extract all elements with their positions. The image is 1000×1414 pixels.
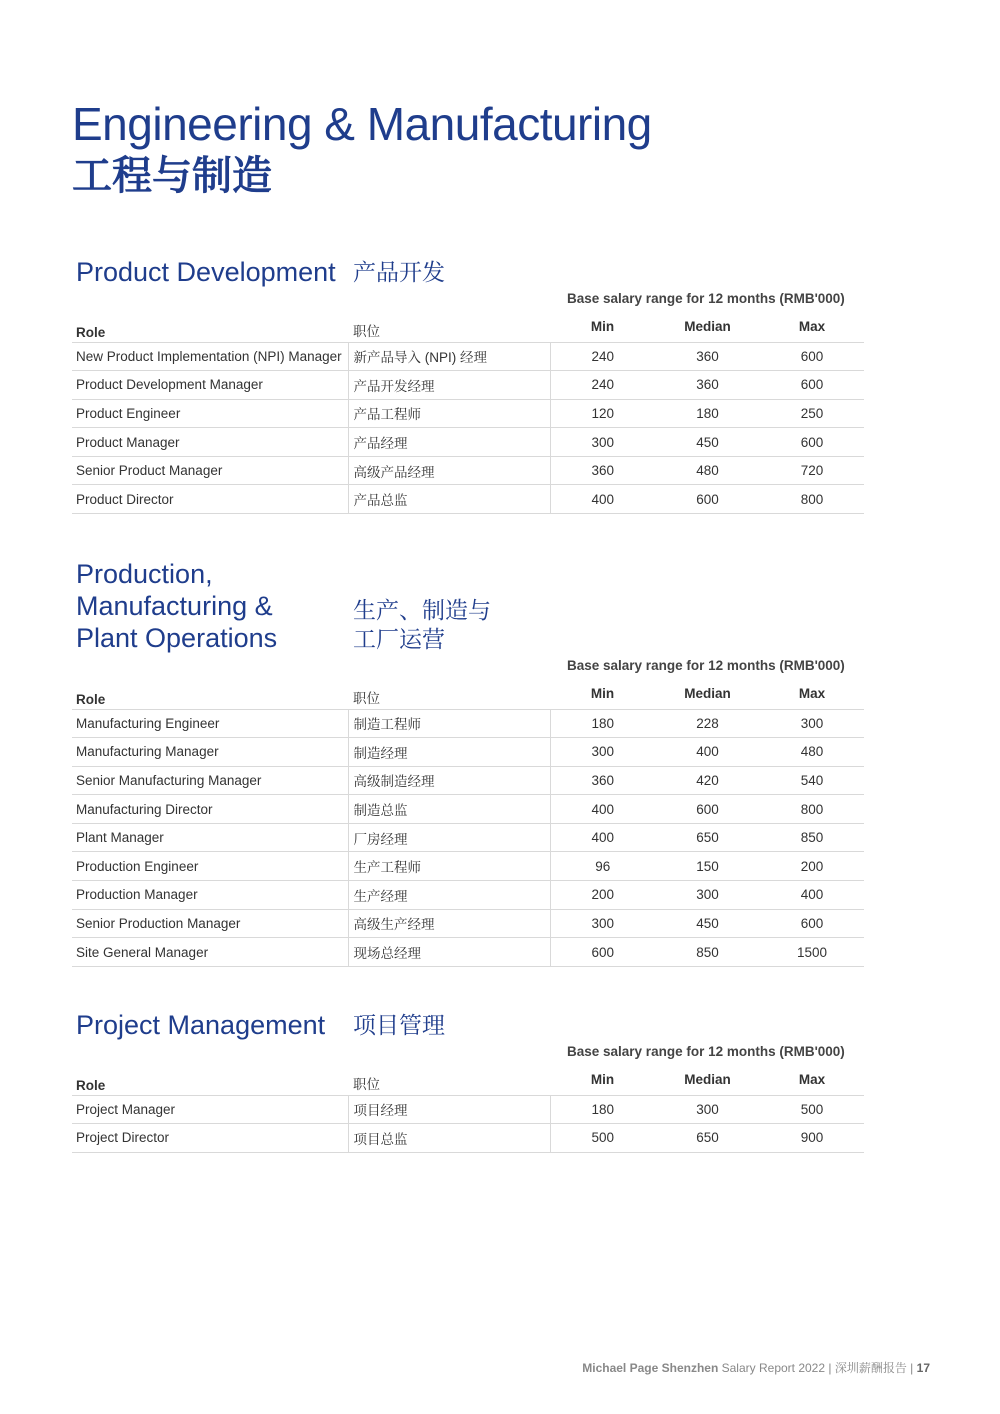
role-cn-cell: 制造总监 bbox=[348, 795, 550, 824]
max-cell: 600 bbox=[760, 428, 864, 457]
median-cell: 228 bbox=[655, 709, 760, 738]
median-cell: 480 bbox=[655, 456, 760, 485]
table-row bbox=[72, 738, 864, 767]
min-header: Min bbox=[590, 319, 615, 335]
max-cell: 1500 bbox=[760, 938, 864, 967]
min-cell: 180 bbox=[550, 709, 655, 738]
role-cell: Senior Manufacturing Manager bbox=[72, 766, 348, 795]
max-cell: 800 bbox=[760, 485, 864, 514]
role-cell: Product Engineer bbox=[72, 399, 348, 428]
role-cn-cell: 制造经理 bbox=[348, 738, 550, 767]
role-header: Role bbox=[76, 691, 106, 707]
table-row bbox=[72, 881, 864, 910]
min-cell: 300 bbox=[550, 428, 655, 457]
min-cell: 240 bbox=[550, 371, 655, 400]
role-cell: Project Manager bbox=[72, 1095, 348, 1124]
role-cn-cell: 产品开发经理 bbox=[348, 371, 550, 400]
max-cell: 900 bbox=[760, 1124, 864, 1153]
median-cell: 600 bbox=[655, 485, 760, 514]
table-row bbox=[72, 342, 864, 371]
max-cell: 540 bbox=[760, 766, 864, 795]
max-cell: 800 bbox=[760, 795, 864, 824]
role-cell: Senior Production Manager bbox=[72, 909, 348, 938]
median-cell: 150 bbox=[655, 852, 760, 881]
table-row bbox=[72, 823, 864, 852]
role-cell: Manufacturing Manager bbox=[72, 738, 348, 767]
median-header: Median bbox=[684, 686, 731, 702]
max-cell: 720 bbox=[760, 456, 864, 485]
role-cell: Site General Manager bbox=[72, 938, 348, 967]
table-row bbox=[72, 909, 864, 938]
role-cn-cell: 项目经理 bbox=[348, 1095, 550, 1124]
table-row bbox=[72, 399, 864, 428]
min-cell: 360 bbox=[550, 456, 655, 485]
max-cell: 600 bbox=[760, 909, 864, 938]
role-cn-cell: 新产品导入 (NPI) 经理 bbox=[348, 342, 550, 371]
min-cell: 180 bbox=[550, 1095, 655, 1124]
min-cell: 240 bbox=[550, 342, 655, 371]
role-cn-cell: 生产经理 bbox=[348, 881, 550, 910]
section-title-line-2: Manufacturing & bbox=[76, 591, 273, 621]
section-title-cn-line-2: 工厂运营 bbox=[353, 626, 445, 652]
min-cell: 400 bbox=[550, 485, 655, 514]
table-body bbox=[72, 1095, 864, 1152]
table-body bbox=[72, 342, 864, 514]
role-cn-cell: 产品经理 bbox=[348, 428, 550, 457]
role-cn-cell: 生产工程师 bbox=[348, 852, 550, 881]
role-cn-header: 职位 bbox=[353, 323, 380, 339]
page-title: Engineering & Manufacturing bbox=[72, 98, 652, 150]
role-cell: Senior Product Manager bbox=[72, 456, 348, 485]
role-cell: Product Development Manager bbox=[72, 371, 348, 400]
max-cell: 200 bbox=[760, 852, 864, 881]
median-cell: 360 bbox=[655, 342, 760, 371]
role-cn-cell: 制造工程师 bbox=[348, 709, 550, 738]
min-header: Min bbox=[590, 686, 615, 702]
section-title-line-3: Plant Operations bbox=[76, 623, 278, 653]
role-cn-cell: 产品工程师 bbox=[348, 399, 550, 428]
salary-range-caption: Base salary range for 12 months (RMB'000) bbox=[567, 291, 845, 306]
table-row bbox=[72, 795, 864, 824]
max-cell: 300 bbox=[760, 709, 864, 738]
table-row bbox=[72, 1124, 864, 1153]
median-cell: 450 bbox=[655, 428, 760, 457]
section-title: Project Management bbox=[76, 1010, 326, 1040]
role-cn-header: 职位 bbox=[353, 690, 380, 706]
role-header: Role bbox=[76, 1077, 106, 1093]
footer-separator: | bbox=[825, 1361, 835, 1375]
median-cell: 650 bbox=[655, 1124, 760, 1153]
median-cell: 650 bbox=[655, 823, 760, 852]
table-row bbox=[72, 456, 864, 485]
role-header: Role bbox=[76, 324, 106, 340]
section-title-line-1: Production, bbox=[76, 559, 213, 589]
role-cn-cell: 高级生产经理 bbox=[348, 909, 550, 938]
table-row bbox=[72, 766, 864, 795]
max-header: Max bbox=[798, 1072, 826, 1088]
table-header-row bbox=[72, 1067, 864, 1095]
role-cell: Product Manager bbox=[72, 428, 348, 457]
min-cell: 120 bbox=[550, 399, 655, 428]
min-cell: 300 bbox=[550, 738, 655, 767]
min-cell: 500 bbox=[550, 1124, 655, 1153]
role-cell: Product Director bbox=[72, 485, 348, 514]
min-cell: 200 bbox=[550, 881, 655, 910]
role-cell: Project Director bbox=[72, 1124, 348, 1153]
median-cell: 300 bbox=[655, 881, 760, 910]
min-cell: 600 bbox=[550, 938, 655, 967]
max-cell: 500 bbox=[760, 1095, 864, 1124]
footer-report-cn: 深圳薪酬报告 bbox=[834, 1361, 907, 1375]
median-cell: 300 bbox=[655, 1095, 760, 1124]
footer-report: Salary Report 2022 bbox=[718, 1361, 826, 1375]
min-cell: 300 bbox=[550, 909, 655, 938]
min-cell: 96 bbox=[550, 852, 655, 881]
max-cell: 400 bbox=[760, 881, 864, 910]
role-cell: Production Engineer bbox=[72, 852, 348, 881]
max-cell: 250 bbox=[760, 399, 864, 428]
section-title-cn-line-1: 生产、制造与 bbox=[353, 597, 491, 623]
role-cell: Manufacturing Director bbox=[72, 795, 348, 824]
table-row bbox=[72, 1095, 864, 1124]
page-title-cn: 工程与制造 bbox=[72, 154, 272, 198]
median-cell: 180 bbox=[655, 399, 760, 428]
salary-range-caption: Base salary range for 12 months (RMB'000) bbox=[567, 1044, 845, 1059]
table-header-row bbox=[72, 681, 864, 709]
median-cell: 600 bbox=[655, 795, 760, 824]
table-row bbox=[72, 938, 864, 967]
min-cell: 400 bbox=[550, 823, 655, 852]
table-body bbox=[72, 709, 864, 966]
median-cell: 400 bbox=[655, 738, 760, 767]
max-cell: 480 bbox=[760, 738, 864, 767]
section-title-cn: 项目管理 bbox=[353, 1012, 445, 1038]
salary-table bbox=[72, 681, 864, 967]
min-cell: 400 bbox=[550, 795, 655, 824]
table-row bbox=[72, 852, 864, 881]
role-cn-cell: 现场总经理 bbox=[348, 938, 550, 967]
role-cell: New Product Implementation (NPI) Manager bbox=[72, 342, 348, 371]
footer-separator: | bbox=[906, 1361, 917, 1375]
salary-range-caption: Base salary range for 12 months (RMB'000) bbox=[567, 658, 845, 673]
role-cn-cell: 产品总监 bbox=[348, 485, 550, 514]
median-cell: 450 bbox=[655, 909, 760, 938]
max-header: Max bbox=[798, 319, 826, 335]
table-row bbox=[72, 709, 864, 738]
footer-brand: Michael Page Shenzhen bbox=[582, 1361, 719, 1375]
salary-table bbox=[72, 1067, 864, 1153]
max-cell: 600 bbox=[760, 342, 864, 371]
min-cell: 360 bbox=[550, 766, 655, 795]
median-header: Median bbox=[684, 319, 731, 335]
table-row bbox=[72, 485, 864, 514]
median-cell: 360 bbox=[655, 371, 760, 400]
median-cell: 850 bbox=[655, 938, 760, 967]
role-cell: Manufacturing Engineer bbox=[72, 709, 348, 738]
max-cell: 600 bbox=[760, 371, 864, 400]
role-cell: Plant Manager bbox=[72, 823, 348, 852]
page-footer bbox=[582, 1359, 930, 1376]
table-row bbox=[72, 371, 864, 400]
table-header-row bbox=[72, 314, 864, 342]
min-header: Min bbox=[590, 1072, 615, 1088]
section-title-cn: 产品开发 bbox=[353, 259, 445, 285]
table-row bbox=[72, 428, 864, 457]
page-number: 17 bbox=[916, 1361, 930, 1375]
role-cn-header: 职位 bbox=[353, 1076, 380, 1092]
role-cn-cell: 厂房经理 bbox=[348, 823, 550, 852]
salary-table bbox=[72, 314, 864, 514]
section-title: Product Development bbox=[76, 257, 336, 287]
max-cell: 850 bbox=[760, 823, 864, 852]
role-cell: Production Manager bbox=[72, 881, 348, 910]
median-cell: 420 bbox=[655, 766, 760, 795]
role-cn-cell: 高级产品经理 bbox=[348, 456, 550, 485]
role-cn-cell: 高级制造经理 bbox=[348, 766, 550, 795]
max-header: Max bbox=[798, 686, 826, 702]
role-cn-cell: 项目总监 bbox=[348, 1124, 550, 1153]
median-header: Median bbox=[684, 1072, 731, 1088]
